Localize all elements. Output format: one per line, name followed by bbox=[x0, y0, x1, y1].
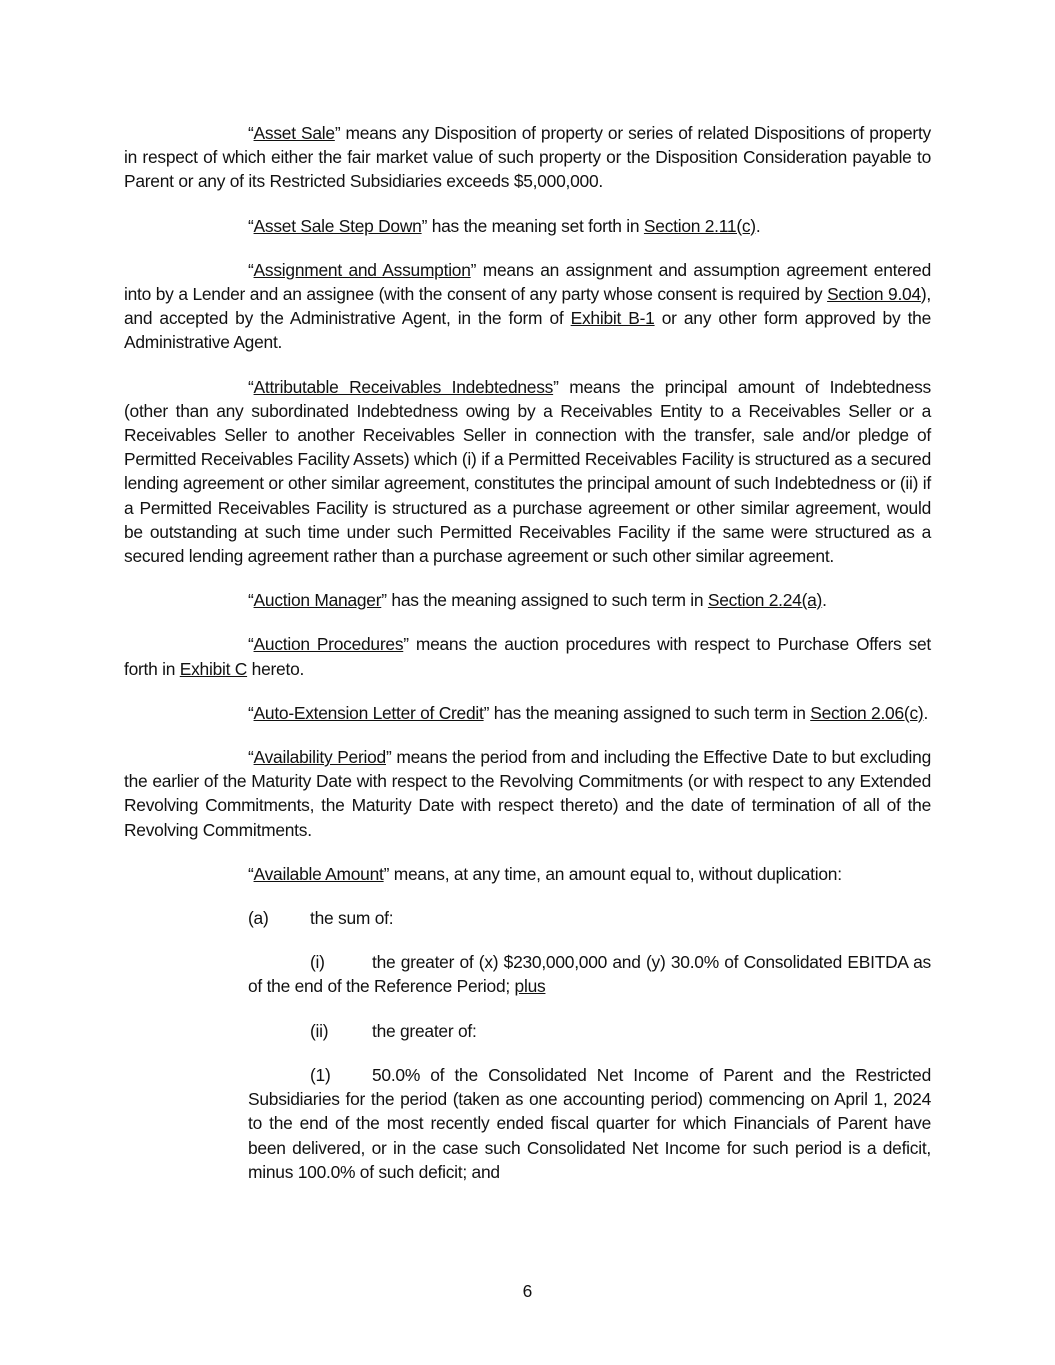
cross-reference-link[interactable]: Section 9.04 bbox=[827, 284, 921, 305]
cross-reference-link[interactable]: Section 2.11(c) bbox=[643, 215, 756, 236]
text-run: ” means the auction procedures with respect to Purchase Offers set forth in bbox=[124, 634, 931, 679]
cross-reference-link[interactable]: Section 2.06(c) bbox=[810, 702, 924, 723]
definition-paragraph bbox=[124, 701, 931, 725]
definition-paragraph bbox=[124, 121, 931, 194]
text-run: ” has the meaning assigned to such term in bbox=[483, 702, 811, 723]
definition-paragraph bbox=[124, 632, 931, 680]
text-run: ” means the principal amount of Indebtedness (other than any subordinated Indebtedness owing by a Receivables Entity to a Receivables Seller or a Receivables Seller to another Receivables Seller in connection with the transfer, sale and/or pledge of Permitted Receivables Facility Assets) which (i) if a Permitted Receivables Facility is structured as a secured lending agreement or other similar agreement, constitutes the principal amount of such Indebtedness or (ii) if a Permitted Receivables Facility is structured as a purchase agreement or other similar agreement, would be outstanding at such time under such Permitted Receivables Facility if the same were structured as a secured lending agreement rather than a purchase agreement or such other similar agreement. bbox=[124, 376, 932, 567]
cross-reference-link[interactable]: Exhibit C bbox=[179, 658, 248, 679]
text-run: 50.0% of the Consolidated Net Income of Parent and the Restricted Subsidiaries for the period (taken as one accounting period) commencing on April 1, 2024 to the end of the most recently ended fiscal quarter for which Financials of Parent have been delivered, or in the case such Consolidated Net Income for such period is a deficit, minus 100.0% of such deficit; and bbox=[248, 1064, 931, 1182]
page-number: 6 bbox=[522, 1281, 533, 1301]
cross-reference-link[interactable]: Assignment and Assumption bbox=[253, 259, 471, 280]
clause-item bbox=[248, 906, 931, 930]
cross-reference-link[interactable]: Availability Period bbox=[253, 747, 386, 768]
text-run: “ bbox=[248, 123, 254, 143]
clause-sub bbox=[248, 1063, 931, 1184]
clause-sub bbox=[248, 950, 931, 998]
definition-paragraph bbox=[124, 258, 931, 355]
text-run: ” means the period from and including the Effective Date to but excluding the earlier of the Maturity Date with respect to the Revolving Commitments (or with respect to any Extended Revolving Commitments, the Maturity Date with respect thereto) and the date of termination of all of the Revolving Commitments. bbox=[124, 747, 931, 840]
definition-paragraph bbox=[124, 862, 931, 886]
text-run: . bbox=[822, 590, 827, 611]
clause-label: (i) bbox=[310, 952, 325, 973]
definition-paragraph bbox=[124, 375, 931, 569]
text-run: ), and accepted by the Administrative Agent, in the form of bbox=[124, 284, 931, 329]
text-run: ” means any Disposition of property or series of related Dispositions of property in respect of which either the fair market value of such property or the Disposition Consideration payable to Parent or any of its Restricted Subsidiaries exceeds $5,000,000. bbox=[124, 123, 932, 192]
text-run: hereto. bbox=[247, 658, 305, 679]
text-run: ” means an assignment and assumption agreement entered into by a Lender and an assignee (with the consent of any party whose consent is required by bbox=[124, 259, 932, 305]
definition-paragraph bbox=[124, 745, 931, 842]
cross-reference-link[interactable]: Exhibit B-1 bbox=[570, 308, 655, 329]
text-run: “ bbox=[248, 590, 254, 611]
clause-label: (ii) bbox=[310, 1020, 329, 1041]
clause-sub bbox=[248, 1019, 931, 1043]
cross-reference-link[interactable]: Available Amount bbox=[253, 863, 384, 884]
cross-reference-link[interactable]: Asset Sale Step Down bbox=[253, 215, 422, 236]
text-run: “ bbox=[248, 747, 254, 768]
text-run: ” means, at any time, an amount equal to, without duplication: bbox=[383, 863, 842, 884]
text-run: “ bbox=[248, 259, 254, 280]
clause-label: (1) bbox=[310, 1064, 331, 1085]
cross-reference-link[interactable]: plus bbox=[514, 976, 546, 997]
text-run: . bbox=[923, 702, 929, 723]
document-body bbox=[124, 121, 931, 1204]
text-run: “ bbox=[248, 376, 254, 397]
text-run: “ bbox=[248, 215, 254, 236]
clause-label: (a) bbox=[248, 908, 269, 929]
text-run: . bbox=[755, 215, 761, 236]
cross-reference-link[interactable]: Section 2.24(a) bbox=[707, 590, 823, 611]
cross-reference-link[interactable]: Auction Procedures bbox=[253, 634, 404, 655]
text-run: “ bbox=[248, 702, 254, 723]
cross-reference-link[interactable]: Auto-Extension Letter of Credit bbox=[253, 702, 484, 723]
text-run: “ bbox=[248, 863, 254, 884]
text-run: “ bbox=[248, 634, 254, 655]
text-run: the greater of: bbox=[372, 1020, 477, 1041]
text-run: the greater of (x) $230,000,000 and (y) 30.0% of Consolidated EBITDA as of the end of the Reference Period; bbox=[248, 952, 931, 997]
cross-reference-link[interactable]: Auction Manager bbox=[253, 590, 382, 611]
cross-reference-link[interactable]: Asset Sale bbox=[253, 123, 335, 143]
definition-paragraph bbox=[124, 214, 931, 238]
text-run: or any other form approved by the Administrative Agent. bbox=[124, 308, 931, 353]
text-run: ” has the meaning set forth in bbox=[421, 215, 644, 236]
text-run: the sum of: bbox=[310, 908, 394, 929]
cross-reference-link[interactable]: Attributable Receivables Indebtedness bbox=[253, 376, 554, 397]
definition-paragraph bbox=[124, 588, 931, 612]
text-run: ” has the meaning assigned to such term in bbox=[381, 590, 708, 611]
